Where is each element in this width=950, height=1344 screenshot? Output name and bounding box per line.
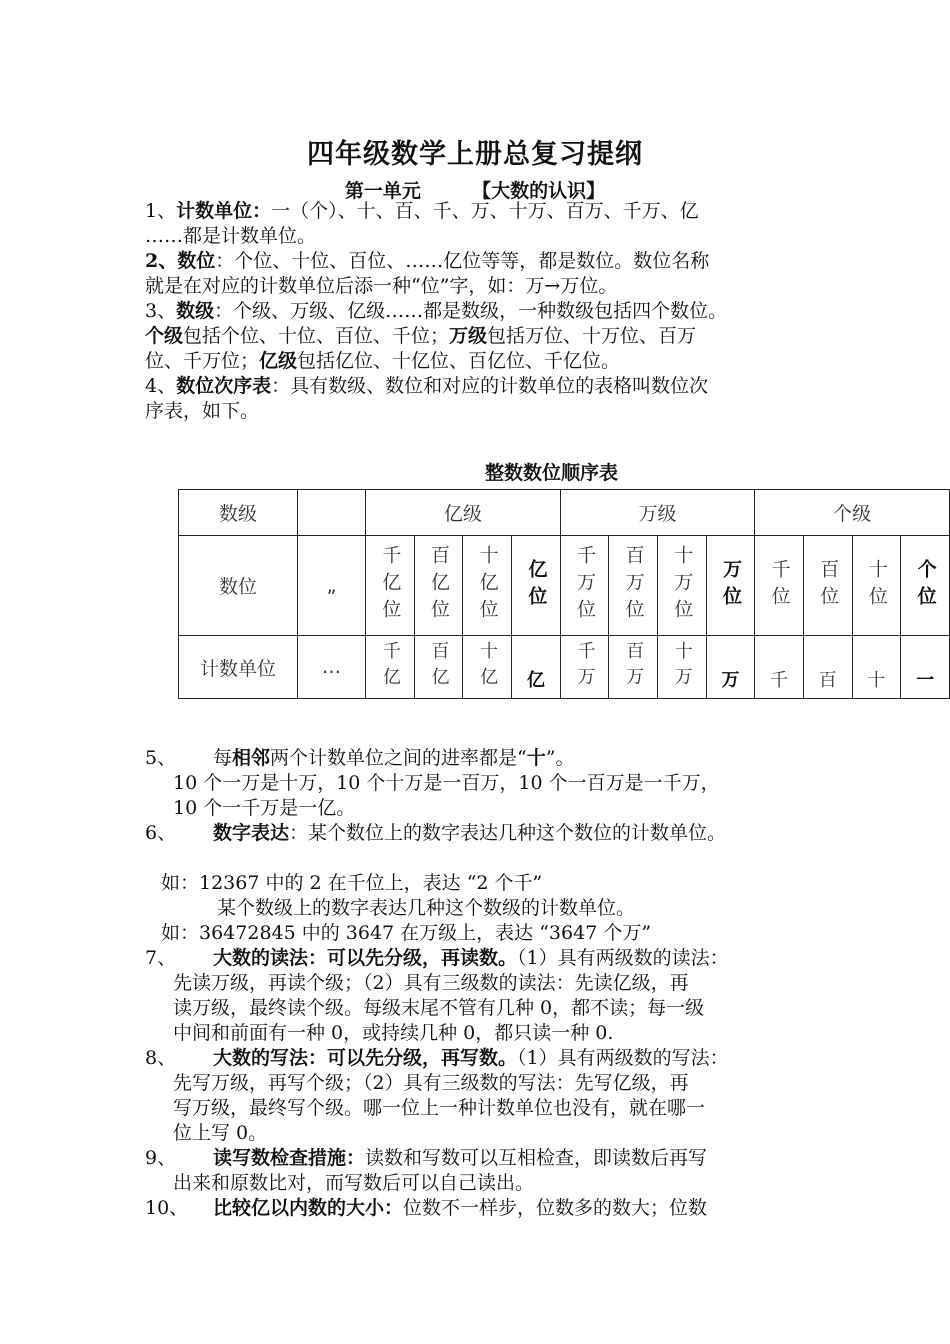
term-level: 数级 [176,300,215,322]
table-title: 整数数位顺序表 [485,462,619,484]
p4-line1: 4、数位次序表：具有数级、数位和对应的计数单位的表格叫数位次 [145,375,709,397]
p7-line2: 先读万级，再读个级；（2）具有三级数的读法：先读亿级，再 [173,972,689,994]
place-dots: „ [298,536,366,636]
place-cell: 十亿位 [463,536,512,636]
header-blank [298,490,366,536]
p7-line4: 中间和前面有一种 0，或持续几种 0，都只读一种 0. [173,1022,614,1044]
header-yi: 亿级 [366,490,561,536]
p1-line2: ……都是计数单位。 [145,225,317,247]
unit-cell: 千亿 [366,636,415,699]
place-cell: 十万位 [657,536,706,636]
p6-line2: 某个数级上的数字表达几种这个数级的计数单位。 [217,897,636,919]
unit-cell: 百 [803,636,852,699]
unit-cell: 一 [901,636,950,699]
p8-line1: 8、 大数的写法：可以先分级，再写数。（1）具有两级数的写法： [145,1047,729,1069]
header-label: 数级 [179,490,298,536]
section-1-4 [145,199,815,424]
place-value-table [178,489,950,699]
p3-line3: 位、千万位；亿级包括亿位、十亿位、百亿位、千亿位。 [145,350,621,372]
unit-topic: 【大数的认识】 [472,180,606,202]
place-label: 数位 [179,536,298,636]
p9-line2: 出来和原数比对，而写数后可以自己读出。 [173,1172,535,1194]
p8-line3: 写万级，最终写个级。哪一位上一种计数单位也没有，就在哪一 [173,1097,706,1119]
unit-cell: 千万 [560,636,609,699]
p6-example1: 如：12367 中的 2 在千位上，表达 “2 个千” [161,872,543,894]
place-cell: 百亿位 [414,536,463,636]
section-5-10 [145,746,835,1221]
p8-line4: 位上写 0。 [173,1122,268,1144]
p6-example2: 如：36472845 中的 3647 在万级上，表达 “3647 个万” [161,922,652,944]
p1-line1: 1、计数单位：一（个）、十、百、千、万、十万、百万、千万、亿 [145,200,699,222]
p5-line2: 10 个一万是十万，10 个十万是一百万，10 个一百万是一千万， [173,772,720,794]
place-cell: 千亿位 [366,536,415,636]
unit-cell: 十万 [657,636,706,699]
unit-cell: 千 [755,636,804,699]
unit-cell: 百万 [609,636,658,699]
table-place-row [179,536,950,636]
p5-line3: 10 个一千万是一亿。 [173,797,356,819]
p8-line2: 先写万级，再写个级；（2）具有三级数的写法：先写亿级，再 [173,1072,689,1094]
p4-line2: 序表，如下。 [145,400,260,422]
place-cell: 百万位 [609,536,658,636]
p5-line1: 5、 每相邻两个计数单位之间的进率都是“十”。 [145,747,575,769]
unit-cell: 十 [852,636,901,699]
unit-cell: 亿 [511,636,560,699]
place-cell: 千位 [755,536,804,636]
unit-dots: … [298,636,366,699]
term-order-table: 数位次序表 [176,375,272,397]
term-place: 数位 [177,250,216,272]
unit-label-cell: 计数单位 [179,636,298,699]
term-counting-unit: 计数单位： [176,200,272,222]
p2-line1: 2、数位：个位、十位、百位、……亿位等等，都是数位。数位名称 [145,250,710,272]
table-unit-row [179,636,950,699]
header-ge: 个级 [755,490,950,536]
p3-line2: 个级包括个位、十位、百位、千位；万级包括万位、十万位、百万 [145,325,697,347]
p6-line1: 6、 数字表达：某个数位上的数字表达几种这个数位的计数单位。 [145,822,727,844]
p2-line2: 就是在对应的计数单位后添一种“位”字，如：万→万位。 [145,275,618,297]
p7-line3: 读万级，最终读个级。每级末尾不管有几种 0，都不读；每一级 [173,997,705,1019]
page-title: 四年级数学上册总复习提纲 [307,139,643,170]
unit-cell: 万 [706,636,755,699]
place-cell: 亿位 [511,536,560,636]
p6-blank [145,846,835,871]
header-wan: 万级 [560,490,755,536]
p9-line1: 9、 读写数检查措施：读数和写数可以互相检查，即读数后再写 [145,1147,708,1169]
unit-cell: 十亿 [463,636,512,699]
place-cell: 十位 [852,536,901,636]
p10-line1: 10、 比较亿以内数的大小：位数不一样步，位数多的数大；位数 [145,1197,708,1219]
unit-label: 第一单元 [344,180,421,202]
place-cell: 百位 [803,536,852,636]
table-header-row [179,490,950,536]
unit-cell: 百亿 [414,636,463,699]
place-cell: 个位 [901,536,950,636]
place-cell: 千万位 [560,536,609,636]
p3-line1: 3、数级：个级、万级、亿级……都是数级，一种数级包括四个数位。 [145,300,728,322]
place-cell: 万位 [706,536,755,636]
p7-line1: 7、 大数的读法：可以先分级，再读数。（1）具有两级数的读法： [145,947,729,969]
